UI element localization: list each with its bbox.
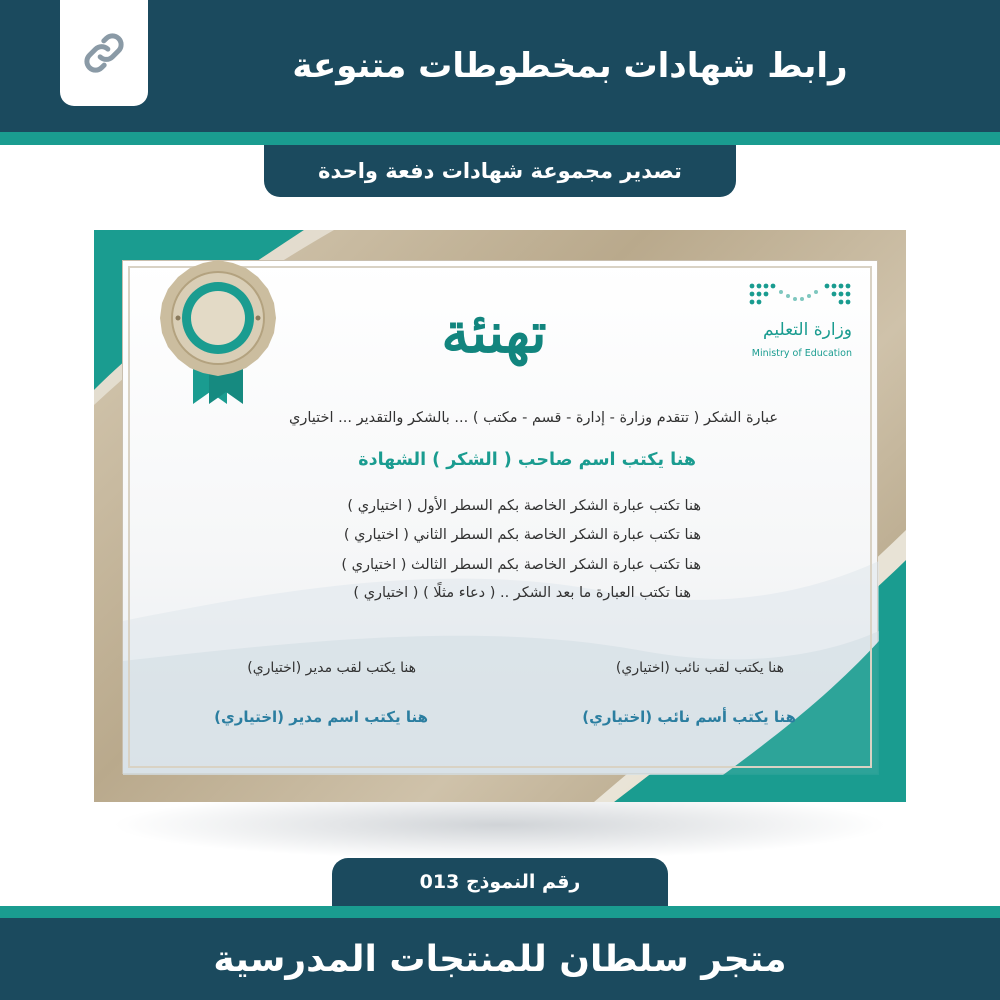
certificate-preview [94,230,906,802]
ministry-name-english: Ministry of Education [751,348,852,359]
body-line-2: هنا تكتب عبارة الشكر الخاصة بكم السطر الثاني ( اختياري ) [343,527,701,543]
link-icon [81,30,127,76]
medal-badge-icon [158,256,278,406]
certificate-heading: تهنئة [441,300,547,366]
footer-accent-stripe [0,906,1000,918]
deputy-name: هنا يكتب أسم نائب (اختياري) [582,708,796,726]
deputy-title: هنا يكتب لقب نائب (اختياري) [615,660,784,676]
ministry-logo-icon [748,280,852,316]
body-line-4: هنا تكتب العبارة ما بعد الشكر .. ( دعاء مثلًا ) ( اختياري ) [353,585,691,601]
body-line-3: هنا تكتب عبارة الشكر الخاصة بكم السطر الثالث ( اختياري ) [341,557,701,573]
intro-text: عبارة الشكر ( تتقدم وزارة - إدارة - قسم - مكتب ) ... بالشكر والتقدير ... اختياري [289,410,778,426]
ministry-logo [744,280,856,370]
recipient-name: هنا يكتب اسم صاحب ( الشكر ) الشهادة [358,450,696,470]
store-name-footer: متجر سلطان للمنتجات المدرسية [0,918,1000,1000]
body-line-1: هنا تكتب عبارة الشكر الخاصة بكم السطر الأول ( اختياري ) [347,498,701,514]
model-number-badge: رقم النموذج 013 [332,858,668,906]
manager-title: هنا يكتب لقب مدير (اختياري) [247,660,416,676]
header-accent-stripe [0,132,1000,145]
manager-name: هنا يكتب اسم مدير (اختياري) [214,708,428,726]
subtitle-banner: تصدير مجموعة شهادات دفعة واحدة [264,145,736,197]
page-title: رابط شهادات بمخطوطات متنوعة [292,46,848,86]
ministry-name-arabic: وزارة التعليم [763,320,852,340]
link-button[interactable] [60,0,148,106]
